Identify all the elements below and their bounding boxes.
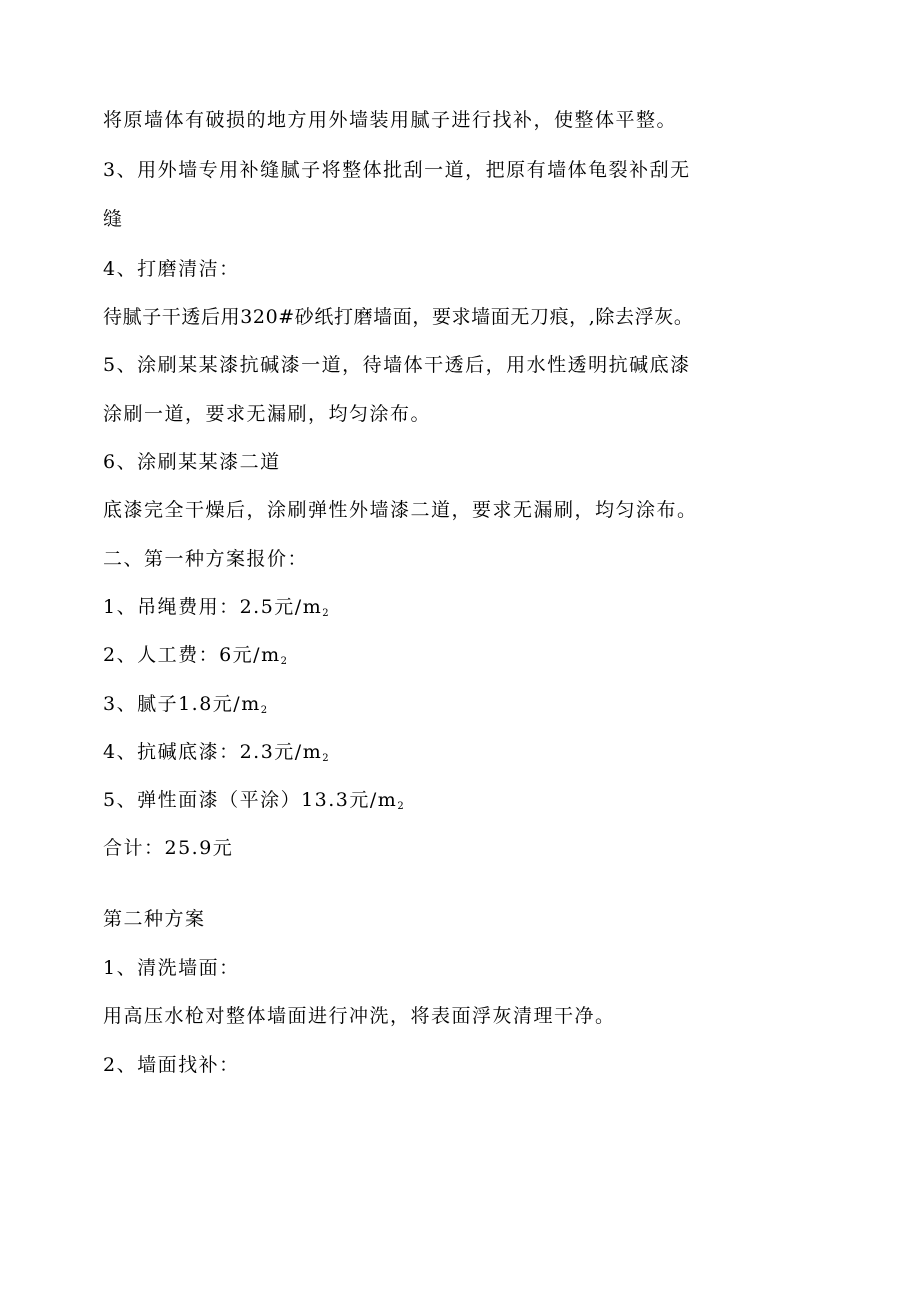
- paragraph-repair-wall: 将原墙体有破损的地方用外墙装用腻子进行找补，使整体平整。: [103, 109, 678, 131]
- unit-superscript: 2: [322, 753, 329, 764]
- quote-total: 合计：25.9元: [103, 837, 234, 859]
- plan-2-step-1-wash: 用高压水枪对整体墙面进行冲洗，将表面浮灰清理干净。: [103, 1005, 616, 1027]
- step-3-putty-cont: 缝: [103, 208, 124, 230]
- plan-2-step-1-heading: 1、清洗墙面：: [103, 957, 240, 979]
- step-5-cont: 涂刷一道，要求无漏刷，均匀涂布。: [103, 403, 432, 425]
- step-4-sanding: 待腻子干透后用320#砂纸打磨墙面，要求墙面无刀痕，,除去浮灰。: [103, 306, 694, 328]
- quote-item-2: [103, 643, 287, 674]
- quote-item-3: [103, 692, 267, 723]
- quote-item-5: [103, 788, 404, 819]
- quote-item-1-text: 1、吊绳费用：2.5元/m: [103, 596, 323, 618]
- quote-item-4: [103, 740, 329, 771]
- step-6-heading: 6、涂刷某某漆二道: [103, 451, 281, 473]
- unit-superscript: 2: [397, 801, 404, 812]
- step-5-heading: 5、涂刷某某漆抗碱漆一道，待墙体干透后，用水性透明抗碱底漆: [103, 354, 691, 376]
- quote-item-5-text: 5、弹性面漆（平涂）13.3元/m: [103, 789, 398, 811]
- plan-2-step-2-heading: 2、墙面找补：: [103, 1054, 240, 1076]
- section-plan-2-heading: 第二种方案: [103, 908, 206, 930]
- step-4-heading: 4、打磨清洁：: [103, 258, 240, 280]
- step-3-putty: 3、用外墙专用补缝腻子将整体批刮一道，把原有墙体龟裂补刮无: [103, 159, 691, 181]
- quote-item-3-text: 3、腻子1.8元/m: [103, 693, 261, 715]
- quote-item-4-text: 4、抗碱底漆：2.3元/m: [103, 741, 323, 763]
- unit-superscript: 2: [260, 705, 268, 716]
- section-quote-heading: 二、第一种方案报价：: [103, 548, 309, 570]
- unit-superscript: 2: [322, 608, 329, 619]
- unit-superscript: 2: [280, 656, 287, 667]
- quote-item-1: [103, 595, 329, 626]
- quote-item-2-text: 2、人工费：6元/m: [103, 644, 281, 666]
- step-6-paint: 底漆完全干燥后，涂刷弹性外墙漆二道，要求无漏刷，均匀涂布。: [103, 499, 698, 521]
